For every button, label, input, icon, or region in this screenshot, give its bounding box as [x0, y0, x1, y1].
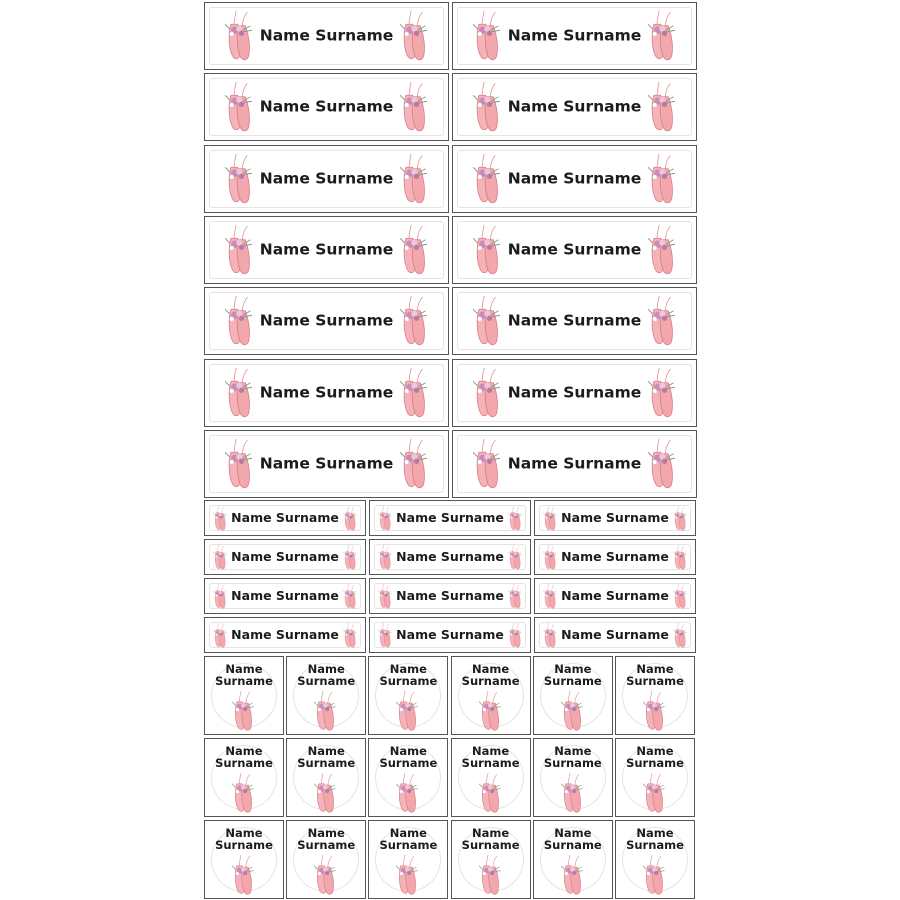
name-text: Name Surname	[507, 454, 642, 473]
name-text: Name Surname	[231, 549, 339, 565]
ballet-shoes-icon	[232, 855, 256, 897]
ballet-shoes-icon	[225, 153, 255, 207]
name-text: Name Surname	[507, 383, 642, 402]
medium-label-4	[369, 539, 531, 575]
ballet-shoes-icon	[225, 10, 255, 64]
square-label-2	[368, 656, 448, 735]
name-text	[287, 745, 365, 769]
square-label-16	[533, 820, 613, 899]
large-label-11	[452, 359, 697, 427]
large-label-7	[452, 216, 697, 284]
name-text: Name Surname	[231, 627, 339, 643]
ballet-shoes-icon	[314, 691, 338, 733]
ballet-shoes-icon	[396, 773, 420, 815]
ballet-shoes-icon	[561, 691, 585, 733]
surname-line: Surname	[215, 838, 273, 852]
name-text	[287, 827, 365, 851]
large-label-9	[452, 287, 697, 355]
surname-line: Surname	[379, 674, 438, 688]
ballet-shoes-icon	[396, 691, 420, 733]
ballet-shoes-icon	[232, 691, 256, 733]
name-text	[616, 745, 694, 769]
ballet-shoes-icon	[400, 295, 430, 349]
ballet-shoes-icon	[225, 367, 255, 421]
medium-label-5	[534, 539, 696, 575]
ballet-shoes-icon	[473, 153, 503, 207]
name-text: Name Surname	[259, 383, 394, 402]
surname-line: Surname	[215, 674, 273, 688]
ballet-shoes-icon	[543, 545, 558, 571]
ballet-shoes-icon	[396, 855, 420, 897]
name-text: Name Surname	[396, 588, 504, 604]
medium-label-11	[534, 617, 696, 653]
square-label-6	[204, 738, 284, 817]
name-text	[287, 663, 365, 687]
ballet-shoes-icon	[508, 506, 523, 532]
name-text: Name Surname	[507, 240, 642, 259]
name-text: Name Surname	[561, 510, 669, 526]
ballet-shoes-icon	[543, 584, 558, 610]
ballet-shoes-icon	[543, 623, 558, 649]
ballet-shoes-icon	[508, 623, 523, 649]
surname-line: Surname	[543, 756, 602, 770]
ballet-shoes-icon	[473, 10, 503, 64]
ballet-shoes-icon	[225, 295, 255, 349]
square-label-13	[286, 820, 366, 899]
first-name-line: Name	[472, 744, 510, 758]
ballet-shoes-icon	[508, 545, 523, 571]
medium-label-10	[369, 617, 531, 653]
ballet-shoes-icon	[648, 224, 678, 278]
ballet-shoes-icon	[343, 506, 358, 532]
ballet-shoes-icon	[473, 367, 503, 421]
large-label-6	[204, 216, 449, 284]
name-text: Name Surname	[396, 510, 504, 526]
name-text: Name Surname	[231, 588, 339, 604]
ballet-shoes-icon	[648, 153, 678, 207]
name-text	[452, 663, 530, 687]
ballet-shoes-icon	[213, 623, 228, 649]
medium-label-6	[204, 578, 366, 614]
ballet-shoes-icon	[473, 438, 503, 492]
first-name-line: Name	[225, 744, 263, 758]
ballet-shoes-icon	[643, 773, 667, 815]
first-name-line: Name	[554, 826, 592, 840]
large-label-10	[204, 359, 449, 427]
ballet-shoes-icon	[479, 691, 503, 733]
medium-label-0	[204, 500, 366, 536]
first-name-line: Name	[472, 826, 510, 840]
ballet-shoes-icon	[314, 773, 338, 815]
ballet-shoes-icon	[343, 623, 358, 649]
name-text: Name Surname	[507, 26, 642, 45]
surname-line: Surname	[461, 838, 520, 852]
name-text	[534, 827, 612, 851]
name-text	[369, 745, 447, 769]
square-label-10	[533, 738, 613, 817]
name-text	[616, 827, 694, 851]
first-name-line: Name	[225, 662, 263, 676]
ballet-shoes-icon	[543, 506, 558, 532]
ballet-shoes-icon	[213, 584, 228, 610]
square-label-4	[533, 656, 613, 735]
ballet-shoes-icon	[473, 295, 503, 349]
ballet-shoes-icon	[643, 691, 667, 733]
first-name-line: Name	[554, 662, 592, 676]
surname-line: Surname	[379, 838, 438, 852]
square-label-7	[286, 738, 366, 817]
ballet-shoes-icon	[343, 584, 358, 610]
ballet-shoes-icon	[400, 10, 430, 64]
ballet-shoes-icon	[643, 855, 667, 897]
medium-label-9	[204, 617, 366, 653]
name-text	[534, 663, 612, 687]
ballet-shoes-icon	[400, 367, 430, 421]
ballet-shoes-icon	[378, 545, 393, 571]
first-name-line: Name	[307, 744, 345, 758]
surname-line: Surname	[297, 756, 356, 770]
ballet-shoes-icon	[232, 773, 256, 815]
surname-line: Surname	[543, 674, 602, 688]
medium-label-7	[369, 578, 531, 614]
name-text	[369, 663, 447, 687]
first-name-line: Name	[307, 662, 345, 676]
name-text	[616, 663, 694, 687]
square-label-0	[204, 656, 284, 735]
name-text: Name Surname	[259, 97, 394, 116]
ballet-shoes-icon	[648, 295, 678, 349]
ballet-shoes-icon	[213, 506, 228, 532]
ballet-shoes-icon	[648, 10, 678, 64]
square-label-12	[204, 820, 284, 899]
large-label-12	[204, 430, 449, 498]
ballet-shoes-icon	[473, 81, 503, 135]
square-label-1	[286, 656, 366, 735]
square-label-8	[368, 738, 448, 817]
square-label-5	[615, 656, 695, 735]
name-text	[534, 745, 612, 769]
first-name-line: Name	[389, 662, 427, 676]
square-label-9	[451, 738, 531, 817]
large-label-0	[204, 2, 449, 70]
ballet-shoes-icon	[673, 584, 688, 610]
ballet-shoes-icon	[378, 623, 393, 649]
name-text: Name Surname	[396, 627, 504, 643]
ballet-shoes-icon	[225, 81, 255, 135]
surname-line: Surname	[461, 674, 520, 688]
first-name-line: Name	[389, 744, 427, 758]
name-text	[452, 745, 530, 769]
ballet-shoes-icon	[213, 545, 228, 571]
name-text: Name Surname	[561, 549, 669, 565]
ballet-shoes-icon	[400, 81, 430, 135]
large-label-2	[204, 73, 449, 141]
name-text: Name Surname	[507, 97, 642, 116]
first-name-line: Name	[636, 662, 674, 676]
first-name-line: Name	[554, 744, 592, 758]
ballet-shoes-icon	[400, 224, 430, 278]
square-label-11	[615, 738, 695, 817]
ballet-shoes-icon	[225, 438, 255, 492]
name-text: Name Surname	[259, 240, 394, 259]
large-label-8	[204, 287, 449, 355]
surname-line: Surname	[626, 756, 684, 770]
first-name-line: Name	[636, 744, 674, 758]
surname-line: Surname	[297, 838, 356, 852]
name-text	[452, 827, 530, 851]
name-text: Name Surname	[396, 549, 504, 565]
name-text: Name Surname	[507, 311, 642, 330]
large-label-3	[452, 73, 697, 141]
first-name-line: Name	[225, 826, 263, 840]
name-text: Name Surname	[259, 26, 394, 45]
large-label-13	[452, 430, 697, 498]
name-text: Name Surname	[259, 311, 394, 330]
first-name-line: Name	[307, 826, 345, 840]
surname-line: Surname	[297, 674, 356, 688]
first-name-line: Name	[472, 662, 510, 676]
ballet-shoes-icon	[673, 545, 688, 571]
name-text	[205, 745, 283, 769]
ballet-shoes-icon	[400, 153, 430, 207]
name-text	[205, 663, 283, 687]
name-text: Name Surname	[561, 627, 669, 643]
first-name-line: Name	[636, 826, 674, 840]
ballet-shoes-icon	[343, 545, 358, 571]
medium-label-3	[204, 539, 366, 575]
large-label-1	[452, 2, 697, 70]
ballet-shoes-icon	[508, 584, 523, 610]
ballet-shoes-icon	[561, 773, 585, 815]
ballet-shoes-icon	[378, 506, 393, 532]
ballet-shoes-icon	[673, 506, 688, 532]
medium-label-8	[534, 578, 696, 614]
ballet-shoes-icon	[479, 773, 503, 815]
ballet-shoes-icon	[673, 623, 688, 649]
ballet-shoes-icon	[225, 224, 255, 278]
name-text: Name Surname	[507, 169, 642, 188]
large-label-4	[204, 145, 449, 213]
name-text: Name Surname	[259, 169, 394, 188]
square-label-14	[368, 820, 448, 899]
first-name-line: Name	[389, 826, 427, 840]
surname-line: Surname	[543, 838, 602, 852]
surname-line: Surname	[379, 756, 438, 770]
ballet-shoes-icon	[561, 855, 585, 897]
name-text	[205, 827, 283, 851]
large-label-5	[452, 145, 697, 213]
medium-label-2	[534, 500, 696, 536]
square-label-15	[451, 820, 531, 899]
ballet-shoes-icon	[648, 438, 678, 492]
surname-line: Surname	[461, 756, 520, 770]
name-text	[369, 827, 447, 851]
medium-label-1	[369, 500, 531, 536]
ballet-shoes-icon	[400, 438, 430, 492]
ballet-shoes-icon	[378, 584, 393, 610]
square-label-17	[615, 820, 695, 899]
square-label-3	[451, 656, 531, 735]
ballet-shoes-icon	[479, 855, 503, 897]
surname-line: Surname	[626, 838, 684, 852]
surname-line: Surname	[626, 674, 684, 688]
ballet-shoes-icon	[648, 81, 678, 135]
name-text: Name Surname	[259, 454, 394, 473]
ballet-shoes-icon	[648, 367, 678, 421]
surname-line: Surname	[215, 756, 273, 770]
ballet-shoes-icon	[314, 855, 338, 897]
name-text: Name Surname	[561, 588, 669, 604]
ballet-shoes-icon	[473, 224, 503, 278]
name-text: Name Surname	[231, 510, 339, 526]
